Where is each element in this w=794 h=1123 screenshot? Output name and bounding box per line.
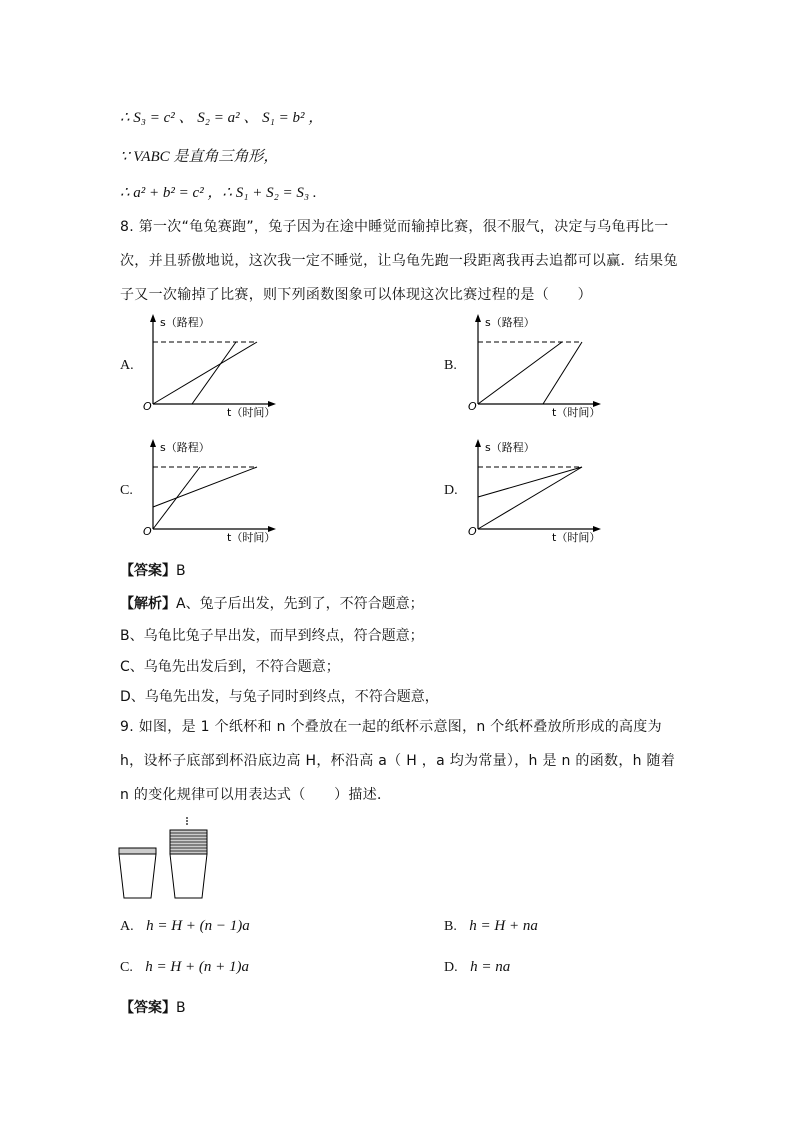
- y-axis-label: s（路程）: [485, 316, 535, 329]
- q8-option-b-label: B.: [444, 358, 457, 373]
- y-axis-label: s（路程）: [160, 316, 210, 329]
- x-axis-label: t（时间）: [552, 531, 601, 543]
- tortoise-line: [153, 342, 257, 404]
- option-label: B.: [444, 919, 457, 934]
- answer-value: B: [176, 563, 186, 579]
- q8-graph-a: [140, 312, 280, 418]
- q8-option-a-label: A.: [120, 358, 134, 373]
- solution-line-2: ∵ VABC 是直角三角形，: [120, 149, 279, 165]
- q9-option-a: [120, 918, 250, 935]
- option-label: C.: [120, 960, 133, 975]
- rabbit-line: [478, 467, 582, 529]
- tortoise-line: [153, 467, 257, 507]
- y-axis-arrow: [150, 314, 156, 322]
- origin-label: O: [143, 525, 152, 538]
- q8-graph-c: [140, 437, 280, 543]
- origin-label: O: [468, 400, 477, 413]
- option-expr: h = H + (n + 1)a: [145, 959, 249, 975]
- q8-answer: [120, 560, 186, 580]
- x-axis-label: t（时间）: [227, 406, 276, 418]
- answer-tag: 【答案】: [120, 1000, 176, 1016]
- y-axis-label: s（路程）: [485, 441, 535, 454]
- solution-line-1: ∴ S₃ = c² 、 S₂ = a² 、 S₁ = b² ，: [120, 110, 324, 126]
- ellipsis-dots: [186, 817, 188, 825]
- question-9-text: 9. 如图，是 1 个纸杯和 n 个叠放在一起的纸杯示意图，n 个纸杯叠放所形成的高度为 h，设杯子底部到杯沿底边高 H，杯沿高 a（ H ，a 均为常量），h 是 n 的函数，h 随着 n 的变化规律可以用表达式（ ）描述．: [120, 719, 676, 803]
- option-label: A.: [120, 919, 134, 934]
- stacked-cups: [170, 830, 207, 898]
- analysis-line-d: D、乌龟先出发，与兔子同时到终点，不符合题意，: [120, 689, 439, 705]
- y-axis-label: s（路程）: [160, 441, 210, 454]
- analysis-line-c: C、乌龟先出发后到，不符合题意；: [120, 659, 340, 675]
- q9-option-b: [444, 918, 538, 935]
- origin-label: O: [143, 400, 152, 413]
- tortoise-line: [478, 467, 582, 497]
- origin-label: O: [468, 525, 477, 538]
- q9-option-c: [120, 959, 249, 976]
- answer-tag: 【答案】: [120, 563, 176, 579]
- q8-graph-d: [465, 437, 605, 543]
- q8-option-c-label: C.: [120, 483, 133, 498]
- option-expr: h = H + (n − 1)a: [146, 918, 250, 934]
- single-cup: [119, 848, 156, 898]
- rabbit-line: [153, 467, 200, 529]
- y-axis-arrow: [475, 314, 481, 322]
- q9-answer: [120, 997, 186, 1017]
- option-expr: h = na: [470, 959, 511, 975]
- analysis-line-a: A、兔子后出发，先到了，不符合题意；: [176, 596, 424, 612]
- rabbit-line: [192, 342, 236, 404]
- q8-analysis: [120, 593, 424, 613]
- x-axis-label: t（时间）: [227, 531, 276, 543]
- question-8-text: 8. 第一次“龟兔赛跑”，兔子因为在途中睡觉而输掉比赛，很不服气，决定与乌龟再比一次，并且骄傲地说，这次我一定不睡觉，让乌龟先跑一段距离我再去追都可以赢．结果兔子又一次输掉了比赛，则下列函数图象可以体现这次比赛过程的是（ ）: [120, 219, 678, 303]
- q8-option-d-label: D.: [444, 483, 458, 498]
- x-axis-label: t（时间）: [552, 406, 601, 418]
- analysis-line-b: B、乌龟比兔子早出发，而早到终点，符合题意；: [120, 628, 424, 644]
- y-axis-arrow: [150, 439, 156, 447]
- solution-line-3: ∴ a² + b² = c² ，∴ S₁ + S₂ = S₃ .: [120, 185, 317, 201]
- q8-graph-b: [465, 312, 605, 418]
- answer-value: B: [176, 1000, 186, 1016]
- paper-cup-illustration: [115, 814, 215, 902]
- y-axis-arrow: [475, 439, 481, 447]
- option-label: D.: [444, 960, 458, 975]
- analysis-tag: 【解析】: [120, 596, 176, 612]
- option-expr: h = H + na: [469, 918, 538, 934]
- q9-option-d: [444, 959, 510, 976]
